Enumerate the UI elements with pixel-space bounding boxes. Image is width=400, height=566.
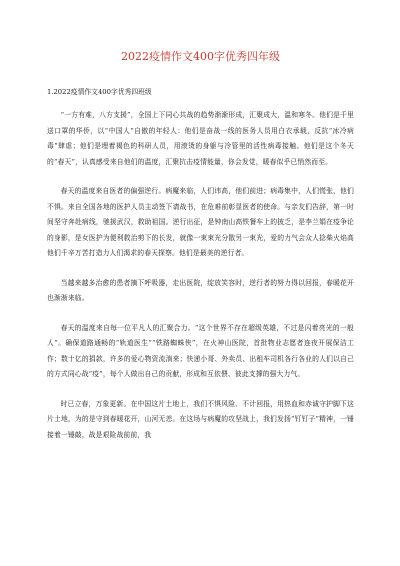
paragraph: 春天的温度来自医者的偏强逆行。病魔来临，人们讳高，他们前进；病毒集中，人们慌张，他们不惧。来自全国各地的医护人员主动签下请战书，在危难前彰显医者的使命。与亲友们告辞，第一时间坚守奔赴病线，驰援武汉，救助祖国。逆行出征，是钟南山高铁餐车上的披乏，是李兰娟在疫争论的身影，是女医护为便利救治剪下的长发，就像一束束光分散另一束光，爱的力气会众人捻柴火焰高他们千辛万苦打造力人们渴求的春天探察。他们是最美的逆行者。 (47, 187, 354, 257)
paragraph: 当越来越多治愈的患者摘下呼吸器，走出医院，绽放笑容时，逆行者的努力得以回报，春暖花开也渐渐来临。 (47, 278, 354, 302)
section-heading: 1.2022疫情作文400字优秀四班级 (47, 88, 152, 96)
document-title: 2022疫情作文400字优秀四年级 (121, 50, 280, 63)
paragraph: 时已立春，万象更新。在中国这片土地上，我们不惧风险、不计回报，用热血和赤诚守护脚下这片土地，为的是守到春暖花开，山河无恙。在这场与病魔的攻坚战上，我们发扬“钉钉子”精神，一锤接着一锤敲，战是艰险战前前，我 (47, 399, 354, 439)
paragraph: 春天的温度来自每一位平凡人的汇聚合力。“这个世界不存在超级英雄，不过是闪着亮光的一般人”。确保道路通畅的“轨道医生”“铁路蜘蛛侠”，在火神山医院，首批物业志愿者连夜开展保洁工作；数十亿的捐款，许多的爱心物资流淌来；快递小哥、外卖员、出租车司机各行各业的人们以自己的方式同心战“疫”，每个人做出自己的贡献，形成和互依偎、彼此支撑的强大力气。 (47, 323, 354, 378)
paragraph: “一方有难，八方支援”，全国上下同心共战的趋势渐渐形成，汇聚成大，温和寒冬。他们是千里送口罩的华侨，以“中国人”自傲的年轻人：他们是奋战一线的医务人员用白衣承载，反抗“冰冷病毒”肆虐；他们是埋着褐色的科研人员，用滚烫的身躯与冷管里的活性病毒接触。他们是这个冬天的“春天”，认真感受来自他们的温度，汇聚抗击疫情能量，你会发觉，暖春似乎已悄然而至。 (47, 111, 354, 166)
